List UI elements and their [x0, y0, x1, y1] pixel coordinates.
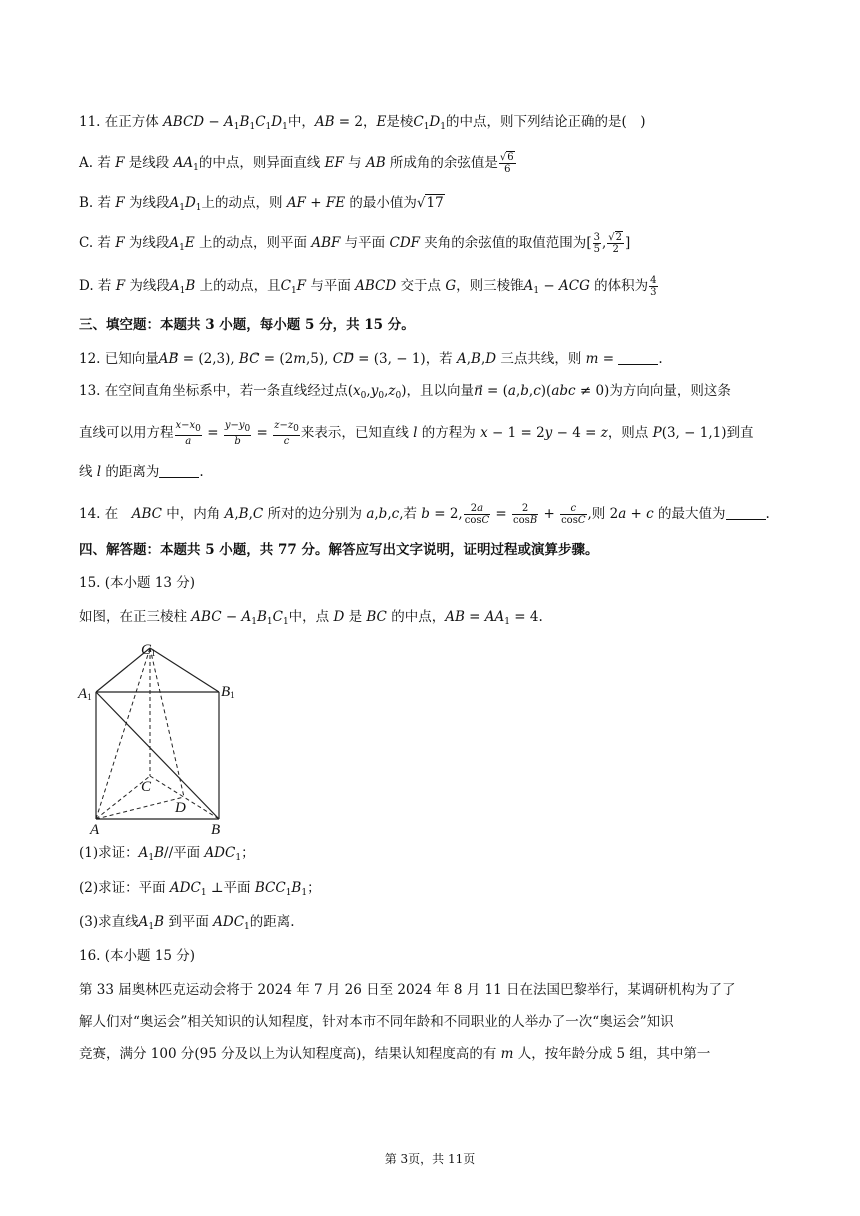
q12: 12. 已知向量AB⃗ = (2,3), BC⃗ = (2m,5), CD⃗ = (3, − 1)，若 A,B,D 三点共线，则 m = .: [79, 351, 663, 367]
q13-line-1: 13. 在空间直角坐标系中，若一条直线经过点$(x_0,y_0,z_0)$，且以向量n⃗ = (a,b,c)(abc ≠ 0)为方向向量，则这条: [79, 383, 731, 401]
q13-answer-blank[interactable]: [159, 463, 199, 478]
page-footer: 第 3页，共 11页: [384, 1152, 476, 1166]
q16-line-3: 竞赛，满分 100 分(95 分及以上为认知程度高)，结果认知程度高的有 m 人，按年龄分成 5 组，其中第一: [79, 1046, 711, 1062]
label-c1: C1: [141, 642, 156, 658]
q11-option-b: B. 若 F 为线段$A_1D_1$上的动点，则 AF + FE 的最小值为√17: [79, 195, 444, 213]
section-solution-heading: 四、解答题：本题共 5 小题，共 77 分。解答应写出文字说明，证明过程或演算步骤。: [79, 542, 599, 558]
q16-line-1: 第 33 届奥林匹克运动会将于 2024 年 7 月 26 日至 2024 年 8 月 11 日在法国巴黎举行，某调研机构为了了: [79, 982, 736, 998]
q15-part-2: (2)求证：平面 $ADC_1$ ⊥平面 $BCC_1B_1$；: [79, 880, 321, 898]
q12-answer-blank[interactable]: [618, 350, 658, 365]
q15-statement: 如图，在正三棱柱 ABC − $A_1B_1C_1$中，点 D 是 BC 的中点，AB = $AA_1 = 4$.: [79, 609, 543, 627]
q11-option-d: D. 若 F 为线段$A_1B$ 上的动点，且$C_1F$ 与平面 ABCD 交于点 G，则三棱锥$A_1$ − ACG 的体积为 $\frac{4}{3}$: [79, 275, 657, 298]
prism-figure: [78, 636, 235, 838]
q11-stem: 11. 在正方体 ABCD − $A_1B_1C_1D_1$中，AB = 2，E是棱$C_1D_1$的中点，则下列结论正确的是( ): [79, 114, 646, 132]
q16-title: 16. (本小题 15 分): [79, 948, 196, 964]
label-c: C: [141, 779, 152, 795]
label-a1: A1: [78, 686, 92, 702]
q11-option-c: C. 若 F 为线段$A_1E$ 上的动点，则平面 ABF 与平面 CDF 夹角的余弦值的取值范围为[ $\frac{3}{5}$ , $\frac{√2}{2}$ ]: [79, 232, 631, 255]
section-fill-in-heading: 三、填空题：本题共 3 小题，每小题 5 分，共 15 分。: [79, 317, 415, 333]
label-b1: B1: [221, 684, 235, 700]
q13-line-3: 线 l 的距离为 .: [79, 464, 204, 480]
q14-answer-blank[interactable]: [726, 505, 766, 520]
q14: 14. 在 ABC 中，内角 A,B,C 所对的边分别为 a,b,c,若 b = 2, $\frac{2a}{\cos C}$ = $\frac{2}{\cos B}$ + $\frac{c}{\cos C}$ ,则 2a + c 的最大值为 .: [79, 503, 770, 526]
q15-part-1: (1)求证：$A_1B//$平面 $ADC_1$；: [79, 845, 255, 863]
q11-option-a: A. 若 F 是线段 $AA_1$的中点，则异面直线 EF 与 AB 所成角的余弦值是 $\frac{√6}{6}$: [79, 152, 514, 175]
q16-line-2: 解人们对“奥运会”相关知识的认知程度，针对本市不同年龄和不同职业的人举办了一次“奥运会”知识: [79, 1014, 674, 1030]
label-d: D: [175, 800, 186, 816]
q15-part-3: (3)求直线$A_1B$ 到平面 $ADC_1$的距离.: [79, 914, 295, 932]
label-b: B: [211, 822, 221, 838]
q13-line-2: 直线可以用方程 $\frac{x-x_0}{a}$ = $\frac{y-y_0}{b}$ = $\frac{z-z_0}{c}$ 来表示，已知直线 l 的方程为 x − 1 = 2y − 4 = z，则点 P(3, − 1,1)到直: [79, 420, 754, 447]
q15-title: 15. (本小题 13 分): [79, 575, 196, 591]
label-a: A: [90, 822, 100, 838]
